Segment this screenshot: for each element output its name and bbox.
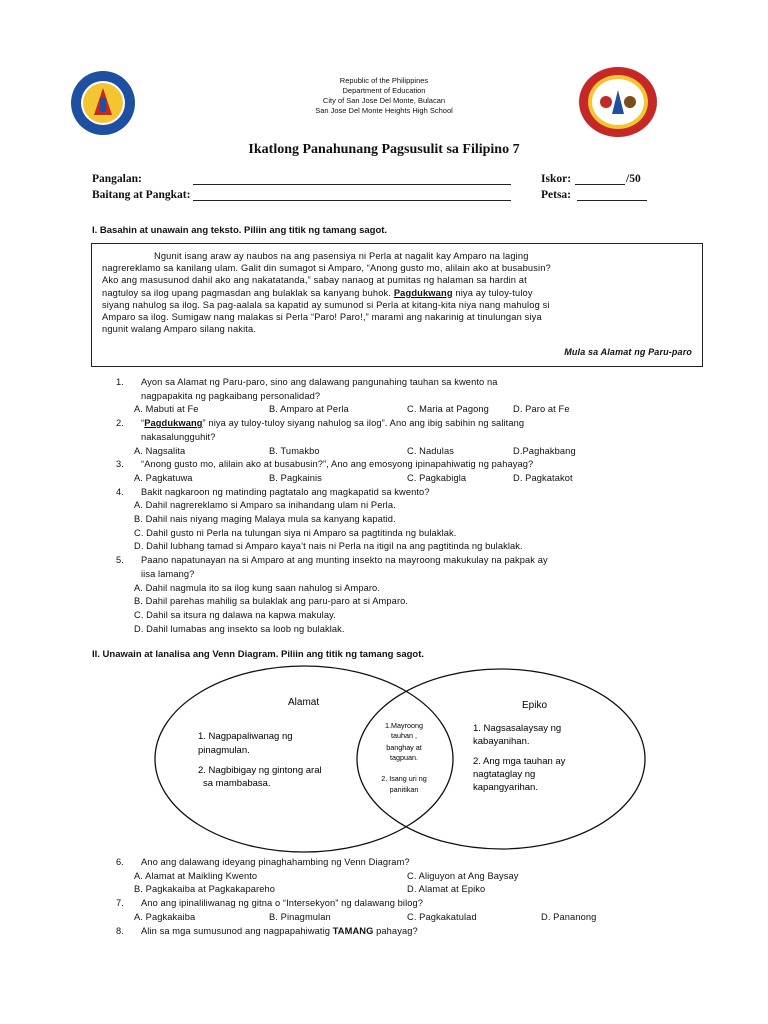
option[interactable]: A. Dahil nagrereklamo si Amparo sa inihandang ulam ni Perla. — [134, 500, 396, 511]
option[interactable]: C. Maria at Pagong — [407, 404, 489, 415]
venn-left-title: Alamat — [288, 697, 320, 708]
question-number: 2. — [116, 418, 124, 429]
passage-line: siyang nahulog sa ilog. Sa pag-aalala sa kapatid ay sumunod si Perla at kitang-kita niya nang mahulog si — [102, 299, 550, 310]
option[interactable]: A. Pagkakaiba — [134, 911, 196, 922]
venn-center-item: tauhan , — [391, 731, 417, 740]
question-number: 8. — [116, 925, 124, 936]
header-line-4: San Jose Del Monte Heights High School — [315, 106, 453, 115]
question-number: 6. — [116, 857, 124, 867]
header-line-3: City of San Jose Del Monte, Bulacan — [322, 96, 446, 105]
question-1-text: nagpapakita ng pagkaibang personalidad? — [141, 390, 321, 401]
option[interactable]: C. Dahil sa itsura ng dalawa na kapwa makulay. — [134, 609, 336, 620]
question-6-text: Ano ang dalawang ideyang pinaghahambing ng Venn Diagram? — [141, 857, 410, 867]
passage-line: Ngunit isang araw ay naubos na ang pasensiya ni Perla at nagalit kay Amparo na laging — [154, 251, 529, 261]
option[interactable]: B. Amparo at Perla — [269, 404, 349, 415]
option[interactable]: A. Nagsalita — [134, 445, 186, 456]
passage-underlined-word: Pagdukwang — [393, 287, 453, 298]
venn-right-item: 1. Nagsasalaysay ng — [473, 723, 562, 734]
question-5-text: Paano napatunayan na si Amparo at ang munting insekto na mayroong makukulay na pakpak ay — [141, 555, 548, 566]
question-number: 4. — [116, 486, 124, 497]
option[interactable]: B. Pagkainis — [269, 472, 322, 483]
baitang-field[interactable] — [193, 188, 511, 201]
passage-line: ngunit walang Amparo silang nakita. — [102, 324, 257, 335]
venn-right-item: kabayanihan. — [473, 736, 530, 747]
question-8-text: Alin sa mga sumusunod ang nagpapahiwatig TAMANG pahayag? — [141, 925, 418, 936]
question-2-text: “Pagdukwang” niya ay tuloy-tuloy siyang nahulog sa ilog”. Ano ang ibig sabihin ng salitang — [141, 418, 525, 429]
venn-right-item: kapangyarihan. — [473, 782, 538, 793]
question-2-text: nakasalungguhit? — [141, 431, 216, 442]
passage-line: nagrereklamo sa kanilang ulam. Galit din sumagot si Amparo, “Anong gusto mo, alilain ako at busabusin? — [102, 263, 551, 274]
iskor-label: Iskor: — [541, 173, 572, 185]
option[interactable]: D. Pananong — [541, 911, 597, 922]
section-1-heading: I. Basahin at unawain ang teksto. Piliin ang titik ng tamang sagot. — [92, 225, 388, 236]
petsa-field[interactable] — [577, 188, 647, 201]
venn-left-item: sa mambabasa. — [203, 778, 271, 789]
question-number: 7. — [116, 898, 124, 909]
option[interactable]: A. Dahil nagmula ito sa ilog kung saan nahulog si Amparo. — [134, 582, 381, 593]
venn-left-item: 1. Nagpapaliwanag ng — [198, 731, 293, 742]
question-1-text: Ayon sa Alamat ng Paru-paro, sino ang dalawang pangunahing tauhan sa kwento na — [141, 377, 498, 387]
option[interactable]: B. Dahil nais niyang maging Malaya mula sa kanyang kapatid. — [134, 514, 396, 524]
option[interactable]: C. Aliguyon at Ang Baysay — [407, 870, 519, 881]
option[interactable]: A. Pagkatuwa — [134, 472, 193, 483]
option[interactable]: A. Alamat at Maikling Kwento — [134, 870, 258, 881]
question-7-text: Ano ang ipinaliliwanag ng gitna o “Intersekyon” ng dalawang bilog? — [141, 898, 424, 909]
header-line-1: Republic of the Philippines — [339, 76, 429, 85]
question-number: 1. — [116, 377, 124, 387]
option[interactable]: C. Dahil gusto ni Perla na tulungan siya ni Amparo sa pagtitinda ng bulaklak. — [134, 527, 457, 538]
option[interactable]: B. Dahil parehas mahilig sa bulaklak ang paru-paro at si Amparo. — [134, 596, 409, 607]
passage-line: nagtuloy sa ilog upang pagmasdan ang bulaklak sa kanyang buhok. Pagdukwang niya ay tuloy-tuloy — [102, 287, 533, 298]
option[interactable]: D. Dahil lumabas ang insekto sa loob ng bulaklak. — [134, 623, 345, 634]
question-number: 3. — [116, 459, 124, 470]
option[interactable]: C. Pagkakatulad — [407, 911, 477, 922]
passage-source: Mula sa Alamat ng Paru-paro — [564, 346, 692, 357]
venn-center-item: 2. Isang uri ng — [381, 774, 427, 783]
question-2-underlined-word: Pagdukwang — [144, 418, 203, 429]
questions-block-2 — [116, 856, 676, 946]
option[interactable]: B. Tumakbo — [269, 445, 320, 456]
reading-passage — [91, 243, 703, 367]
option[interactable]: C. Pagkabigla — [407, 472, 467, 483]
petsa-label: Petsa: — [541, 189, 572, 201]
pangalan-label: Pangalan: — [92, 173, 142, 185]
option[interactable]: C. Nadulas — [407, 445, 454, 456]
question-8-emphasis: TAMANG — [332, 925, 374, 936]
question-number: 5. — [116, 555, 124, 566]
venn-left-item: 2. Nagbibigay ng gintong aral — [198, 765, 322, 776]
option[interactable]: A. Mabuti at Fe — [134, 404, 199, 415]
passage-line: Amparo sa ilog. Sumigaw nang malakas si Perla “Paro! Paro!,” marami ang nakarinig at tinulungan siya — [102, 312, 542, 323]
option[interactable]: D. Paro at Fe — [513, 404, 570, 415]
venn-right-item: nagtataglay ng — [473, 769, 536, 780]
question-3-text: “Anong gusto mo, alilain ako at busabusin?”, Ano ang emosyong ipinapahiwatig ng pahayag? — [141, 459, 534, 470]
venn-center-item: tagpuan. — [390, 753, 418, 762]
venn-center-item: 1.Mayroong — [385, 721, 423, 730]
baitang-label: Baitang at Pangkat: — [92, 189, 191, 201]
question-5-text: iisa lamang? — [141, 568, 195, 579]
passage-line: Ako ang masusunod dahil ako ang nakatatanda,” sabay nanaog at pumitas ng halaman sa hardin at — [102, 275, 527, 286]
option[interactable]: B. Pinagmulan — [269, 911, 331, 922]
pangalan-field[interactable] — [193, 172, 511, 185]
iskor-field[interactable] — [575, 172, 625, 185]
option[interactable]: D. Pagkatakot — [513, 472, 573, 483]
section-2-heading: II. Unawain at lanalisa ang Venn Diagram. Piliin ang titik ng tamang sagot. — [92, 649, 425, 660]
venn-right-item: 2. Ang mga tauhan ay — [473, 756, 566, 767]
questions-block-1 — [116, 376, 676, 646]
school-header — [0, 76, 768, 116]
venn-diagram — [140, 662, 660, 858]
venn-left-item: pinagmulan. — [198, 745, 250, 756]
venn-center-item: panitikan — [389, 785, 419, 794]
page-title: Ikatlong Panahunang Pagsusulit sa Filipino 7 — [248, 142, 520, 157]
iskor-total: /50 — [626, 173, 641, 185]
venn-center-item: banghay at — [386, 743, 422, 752]
question-4-text: Bakit nagkaroon ng matinding pagtatalo ang magkapatid sa kwento? — [141, 486, 430, 497]
header-line-2: Department of Education — [342, 86, 426, 95]
option[interactable]: D. Alamat at Epiko — [407, 884, 486, 895]
option[interactable]: D.Paghakbang — [513, 445, 576, 456]
option[interactable]: B. Pagkakaiba at Pagkakapareho — [134, 884, 276, 895]
option[interactable]: D. Dahil lubhang tamad si Amparo kaya’t nais ni Perla na itigil na ang pagtitinda ng bulaklak. — [134, 541, 523, 552]
venn-right-title: Epiko — [522, 700, 548, 711]
